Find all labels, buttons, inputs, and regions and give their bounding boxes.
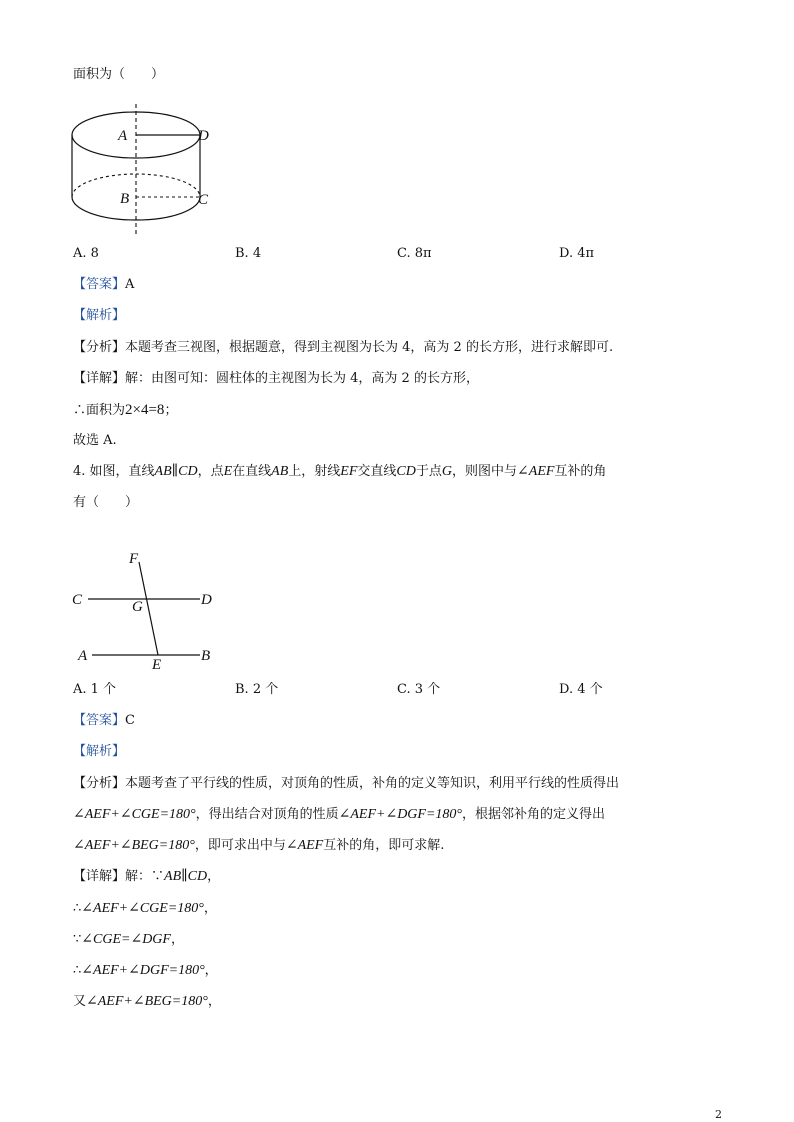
label-A: A [118, 128, 128, 144]
q3-xiangjie-line [73, 370, 479, 388]
answer-value: A [125, 277, 135, 292]
q3-analysis-tag: 【解析】 [73, 308, 126, 323]
q3-stem-tail: 面积为（ ） [73, 67, 165, 82]
label-F: F [129, 551, 139, 567]
cylinder-figure [68, 100, 238, 240]
label-D: D [198, 128, 209, 144]
page-number: 2 [715, 1108, 722, 1121]
q4-fenxi-line1: 【分析】本题考查了平行线的性质，对顶角的性质，补角的定义等知识，利用平行线的性质得出 [73, 776, 620, 791]
q4-fenxi-line2: ∠AEF+∠CGE=180°，得出结合对顶角的性质∠AEF+∠DGF=180°，根据邻补角的定义得出 [73, 807, 606, 822]
q4-step3: ∵∠CGE=∠DGF， [73, 932, 184, 947]
q4-option-d: D. 4 个 [559, 682, 603, 697]
q4-analysis-tag: 【解析】 [73, 744, 126, 759]
label-A2: A [78, 648, 88, 664]
label-C2: C [72, 592, 83, 608]
area-expr: 2×4=8 [125, 402, 165, 418]
q3-option-d: D. 4π [559, 246, 595, 261]
label-B2: B [201, 648, 211, 664]
q4-option-c: C. 3 个 [397, 682, 441, 697]
xiangjie-tag: 【详解】 [73, 371, 126, 386]
fenxi-text: 本题考查三视图，根据题意，得到主视图为长为 4，高为 2 的长方形，进行求解即可. [125, 340, 614, 355]
q4-stem-line1: 4. 如图，直线AB∥CD，点E在直线AB上，射线EF交直线CD于点G，则图中与∠AEF互补的角 [73, 464, 607, 479]
q4-answer-line: 【答案】C [73, 713, 135, 728]
q4-stem-line2: 有（ ） [73, 495, 139, 510]
area-suffix: ； [164, 403, 178, 418]
label-B: B [120, 191, 130, 207]
q4-step5: 又∠AEF+∠BEG=180°， [73, 994, 221, 1009]
label-D2: D [201, 592, 212, 608]
q4-step1: 【详解】解：∵AB∥CD， [73, 869, 221, 884]
q3-fenxi-line [73, 339, 613, 357]
fenxi-tag: 【分析】 [73, 340, 126, 355]
answer-tag: 【答案】 [73, 277, 126, 292]
area-prefix: ∴面积为 [73, 403, 126, 418]
q4-fenxi-line3: ∠AEF+∠BEG=180°，即可求出中与∠AEF互补的角，即可求解. [73, 838, 445, 853]
q3-option-c: C. 8π [397, 246, 432, 261]
q4-option-a: A. 1 个 [73, 682, 117, 697]
xiangjie-text: 解：由图可知：圆柱体的主视图为长为 4，高为 2 的长方形， [125, 371, 479, 386]
q3-answer-line [73, 276, 134, 294]
q4-option-b: B. 2 个 [235, 682, 279, 697]
label-E: E [152, 657, 162, 673]
label-C: C [198, 192, 209, 208]
q3-option-a: A. 8 [73, 246, 99, 261]
label-G: G [132, 599, 143, 615]
q3-area-line [73, 401, 177, 420]
q4-step4: ∴∠AEF+∠DGF=180°， [73, 963, 218, 978]
q4-step2: ∴∠AEF+∠CGE=180°， [73, 901, 217, 916]
parallel-lines-figure [70, 545, 230, 675]
q3-option-b: B. 4 [235, 246, 262, 261]
q3-conclusion: 故选 A. [73, 433, 117, 448]
